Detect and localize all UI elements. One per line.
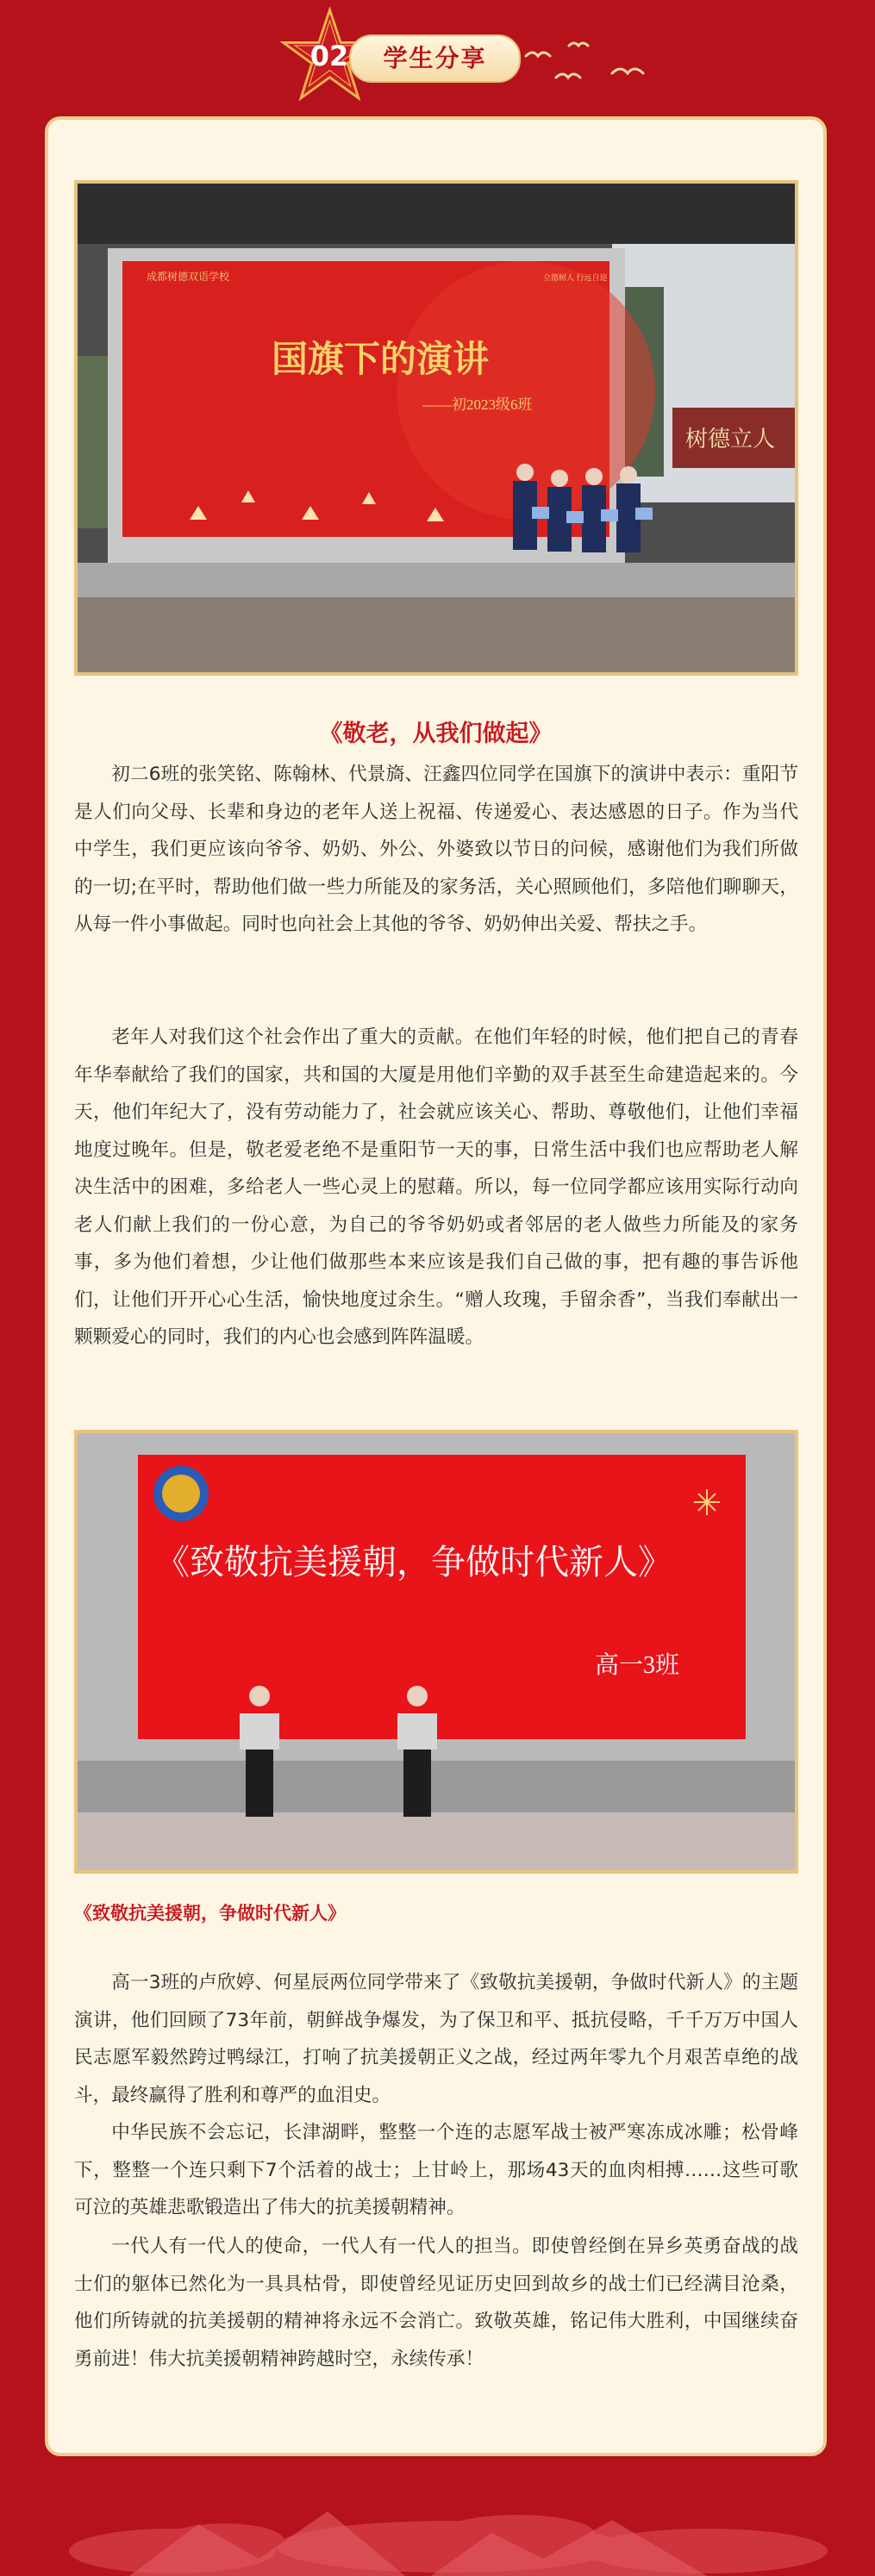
banner-corner-text: 立德树人 行远自迩 [543, 273, 608, 282]
banner-subtitle: ——初2023级6班 [422, 396, 533, 413]
section-number: 02 [309, 40, 349, 72]
banner-school-name: 成都树德双语学校 [147, 271, 230, 283]
cloud-decoration-icon [0, 2465, 875, 2576]
banner-title: 国旗下的演讲 [272, 340, 490, 380]
article-paragraph: 高一3班的卢欣婷、何星辰两位同学带来了《致敬抗美援朝，争做时代新人》的主题演讲，他们回顾了73年前，朝鲜战争爆发，为了保卫和平、抵抗侵略，千千万万中国人民志愿军毅然跨过鸭绿江，打响了抗美援朝正义之战，经过两年零九个月艰苦卓绝的战斗，最终赢得了胜利和尊严的血泪史。 [74, 1972, 798, 2106]
section-header [0, 0, 875, 116]
article-paragraph: 中华民族不会忘记，长津湖畔，整整一个连的志愿军战士被严寒冻成冰雕；松骨峰下，整整一个连只剩下7个活着的战士；上甘岭上，那场43天的血肉相搏……这些可歌可泣的英雄悲歌锻造出了伟大的抗美援朝精神。 [74, 2122, 798, 2218]
speech-photo-flag [74, 180, 798, 676]
article-paragraph: 老年人对我们这个社会作出了重大的贡献。在他们年轻的时候，他们把自己的青春年华奉献给了我们的国家，共和国的大厦是用他们辛勤的双手甚至生命建造起来的。今天，他们年纪大了，没有劳动能力了，社会就应该关心、帮助、尊敬他们，让他们幸福地度过晚年。但是，敬老爱老绝不是重阳节一天的事，日常生活中我们也应帮助老人解决生活中的困难，多给老人一些心灵上的慰藉。所以，每一位同学都应该用实际行动向老人们献上我们的一份心意，为自己的爷爷奶奶或者邻居的老人做些力所能及的家务事，多为他们着想，少让他们做那些本来应该是我们自己做的事，把有趣的事告诉他们，让他们开开心心生活，愉快地度过余生。“赠人玫瑰，手留余香”，当我们奉献出一颗颗爱心的同时，我们的内心也会感到阵阵温暖。 [74, 1026, 798, 1348]
content-card [45, 116, 827, 2456]
speech-photo-korea [74, 1430, 798, 1874]
screen-class: 高一3班 [595, 1652, 680, 1679]
article-paragraph: 一代人有一代人的使命，一代人有一代人的担当。即使曾经倒在异乡英勇奋战的战士们的躯体已然化为一具具枯骨，即使曾经见证历史回到故乡的战士们已经满目沧桑，他们所铸就的抗美援朝的精神将永远不会消亡。致敬英雄，铭记伟大胜利，中国继续奋勇前进！伟大抗美援朝精神跨越时空，永续传承！ [74, 2236, 798, 2370]
screen-title: 《致敬抗美援朝，争做时代新人》 [155, 1543, 672, 1581]
building-sign: 树德立人 [685, 427, 776, 452]
birds-decoration-icon [517, 39, 655, 108]
article-title-respect-elders: 《敬老，从我们做起》 [319, 720, 553, 747]
article-title-korea: 《致敬抗美援朝，争做时代新人》 [74, 1903, 346, 1924]
section-label: 学生分享 [349, 34, 521, 83]
article-paragraph: 初二6班的张笑铭、陈翰林、代景旖、汪鑫四位同学在国旗下的演讲中表示：重阳节是人们向父母、长辈和身边的老年人送上祝福、传递爱心、表达感恩的日子。作为当代中学生，我们更应该向爷爷、奶奶、外公、外婆致以节日的问候，感谢他们为我们所做的一切;在平时，帮助他们做一些力所能及的家务活，关心照顾他们，多陪他们聊聊天，从每一件小事做起。同时也向社会上其他的爷爷、奶奶伸出关爱、帮扶之手。 [74, 764, 798, 935]
